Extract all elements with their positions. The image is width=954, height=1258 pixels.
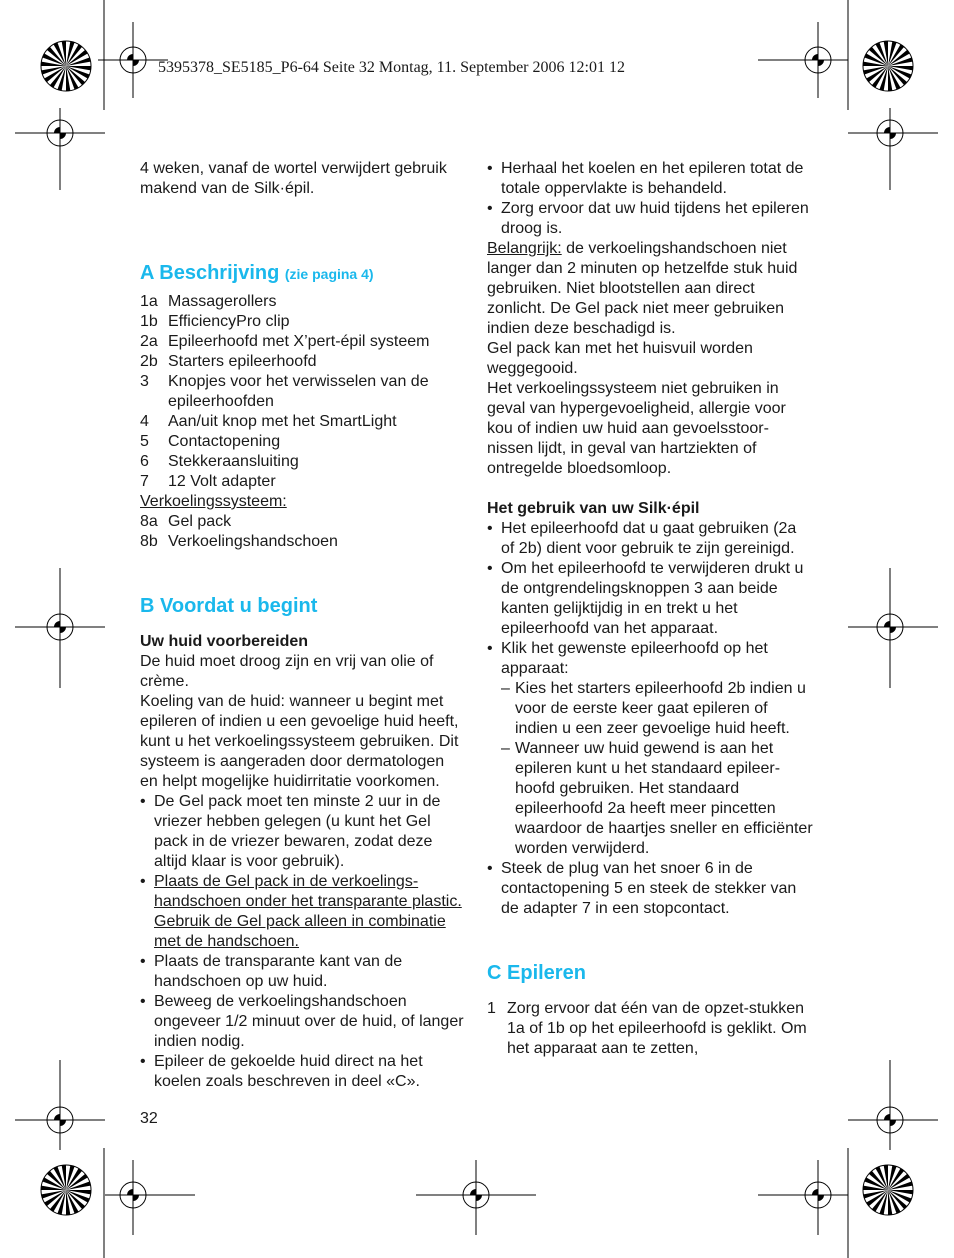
item-number: 7 — [140, 473, 149, 490]
list-item — [140, 512, 466, 532]
step-1: 1 Zorg ervoor dat één van de opzet-stukken 1a of 1b op het epileerhoofd is geklikt. Om het apparaat aan te zetten, — [487, 1000, 807, 1057]
item-number: 6 — [140, 453, 149, 470]
item-number: 2b — [140, 353, 158, 370]
section-b-heading: B Voordat u begint — [140, 595, 318, 617]
intro-text: 4 weken, vanaf de wortel verwijdert gebruik makend van de Silk·épil. — [140, 160, 447, 197]
bullet: • — [140, 993, 146, 1010]
item-number: 3 — [140, 373, 149, 390]
item-text: Epileer de gekoelde huid direct na het koelen zoals beschreven in deel «C». — [154, 1053, 423, 1090]
bullet: • — [140, 793, 146, 810]
list-item — [140, 532, 466, 552]
paragraph: Gel pack kan met het huisvuil worden weggegooid. — [487, 340, 753, 377]
starburst-ray — [888, 66, 907, 85]
item-text: Verkoelingshandschoen — [168, 533, 338, 550]
item-text: Starters epileerhoofd — [168, 353, 317, 370]
list-item — [140, 1052, 466, 1092]
item-text: Zorg ervoor dat uw huid tijdens het epileren droog is. — [501, 200, 809, 237]
list-item — [140, 792, 466, 872]
item-text: Herhaal het koelen en het epileren totat de totale oppervlakte is behandeld. — [501, 160, 804, 197]
item-number: 1a — [140, 293, 158, 310]
item-text: EfficiencyPro clip — [168, 313, 290, 330]
item-number: 8a — [140, 513, 158, 530]
section-a-heading: A Beschrijving (zie pagina 4) — [140, 262, 374, 284]
list-item — [140, 472, 466, 492]
item-text: Contactopening — [168, 433, 281, 450]
starburst-ray — [888, 1190, 907, 1209]
list-item — [140, 992, 466, 1052]
cooling-list — [140, 512, 466, 552]
starburst-ray — [66, 66, 85, 85]
starburst-ray — [869, 47, 888, 66]
list-item — [140, 452, 466, 472]
list-item: • Het epileerhoofd dat u gaat gebruiken (2a of 2b) dient voor gebruik te zijn gereinigd. — [487, 520, 797, 557]
parts-list — [140, 292, 466, 492]
subheading-prepare-skin: Uw huid voorbereiden — [140, 633, 309, 650]
starburst-ray — [47, 1171, 66, 1190]
section-c-heading: C Epileren — [487, 962, 586, 984]
starburst-ray — [66, 1190, 85, 1209]
print-header: 5395378_SE5185_P6-64 Seite 32 Montag, 11. September 2006 12:01 12 — [158, 59, 625, 76]
page-number: 32 — [140, 1110, 158, 1127]
paragraph: Het verkoelingssysteem niet gebruiken in geval van hypergevoeligheid, allergie voor kou of indien uw huid aan gevoelsstoor-nissen lijdt, in geval van hartziekten of ontregelde bloedsomloop. — [487, 380, 786, 477]
item-number: 2a — [140, 333, 158, 350]
paragraph: Koeling van de huid: wanneer u begint met epileren of indien u een gevoelige huid heeft, kunt u het verkoelingssysteem gebruiken. Dit systeem is aangeraden door dermatologen en helpt mogelijke huidirritatie voorkomen. — [140, 693, 459, 790]
list-item — [140, 332, 466, 352]
list-item — [140, 292, 466, 312]
bullet: • — [140, 953, 146, 970]
item-number: 5 — [140, 433, 149, 450]
list-item: – Kies het starters epileerhoofd 2b indien u voor de eerste keer gaat epileren of indien u een zeer gevoelige huid heeft. — [501, 680, 806, 737]
item-text: Epileerhoofd met X’pert-épil systeem — [168, 333, 430, 350]
item-number: 1b — [140, 313, 158, 330]
list-item — [140, 372, 466, 412]
item-number: 8b — [140, 533, 158, 550]
starburst-ray — [869, 1171, 888, 1190]
item-text: Stekkeraansluiting — [168, 453, 299, 470]
list-item — [140, 412, 466, 432]
item-text: Plaats de transparante kant van de handschoen op uw huid. — [154, 953, 403, 990]
item-number: 4 — [140, 413, 149, 430]
bullet: • — [140, 1053, 146, 1070]
list-item: • Klik het gewenste epileerhoofd op het apparaat: — [487, 640, 768, 677]
list-item: • Steek de plug van het snoer 6 in de contactopening 5 en steek de stekker van de adapter 7 in een stopcontact. — [487, 860, 797, 917]
important-paragraph: Belangrijk: de verkoelingshandschoen niet langer dan 2 minuten op hetzelfde stuk huid gebruiken. Niet blootstellen aan direct zonlicht. De Gel pack niet meer gebruiken indien deze beschadigd is. — [487, 240, 798, 337]
item-text: 12 Volt adapter — [168, 473, 276, 490]
starburst-ray — [47, 47, 66, 66]
list-item — [140, 432, 466, 452]
item-text: Gel pack — [168, 513, 232, 530]
item-text: Plaats de Gel pack in de verkoelings-handschoen onder het transparante plastic. Gebruik de Gel pack alleen in combinatie met de handschoen. — [154, 873, 462, 950]
bullet: • — [487, 160, 493, 177]
bullet: • — [487, 200, 493, 217]
item-text: De Gel pack moet ten minste 2 uur in de vriezer hebben gelegen (u kunt het Gel pack in de vriezer bewaren, zodat deze altijd klaar is voor gebruik). — [154, 793, 441, 870]
bullet: • — [140, 873, 146, 890]
list-item — [140, 872, 466, 952]
list-item — [487, 199, 813, 239]
item-text: Massagerollers — [168, 293, 277, 310]
list-item: • Om het epileerhoofd te verwijderen drukt u de ontgrendelingsknoppen 3 aan beide kanten gelijktijdig in en trekt u het epileerhoofd van het apparaat. — [487, 560, 804, 637]
item-text: Aan/uit knop met het SmartLight — [168, 413, 397, 430]
list-item: – Wanneer uw huid gewend is aan het epileren kunt u het standaard epileer-hoofd gebruiken. Het standaard epileerhoofd 2a heeft meer pincetten waardoor de haartjes sneller en efficiënter worden verwijderd. — [501, 740, 813, 857]
paragraph: De huid moet droog zijn en vrij van olie of crème. — [140, 653, 434, 690]
list-item — [140, 312, 466, 332]
right-column — [487, 159, 813, 1059]
bullet-list — [487, 159, 813, 239]
list-item — [140, 352, 466, 372]
list-item — [140, 952, 466, 992]
bullet-list — [140, 792, 466, 1092]
cooling-label: Verkoelingssysteem: — [140, 493, 287, 510]
list-item — [487, 159, 813, 199]
item-text: Knopjes voor het verwisselen van de epileerhoofden — [168, 373, 429, 410]
left-column — [140, 159, 466, 1092]
item-text: Beweeg de verkoelingshandschoen ongeveer 1/2 minuut over de huid, of langer indien nodig. — [154, 993, 464, 1050]
subheading-usage: Het gebruik van uw Silk·épil — [487, 500, 700, 517]
